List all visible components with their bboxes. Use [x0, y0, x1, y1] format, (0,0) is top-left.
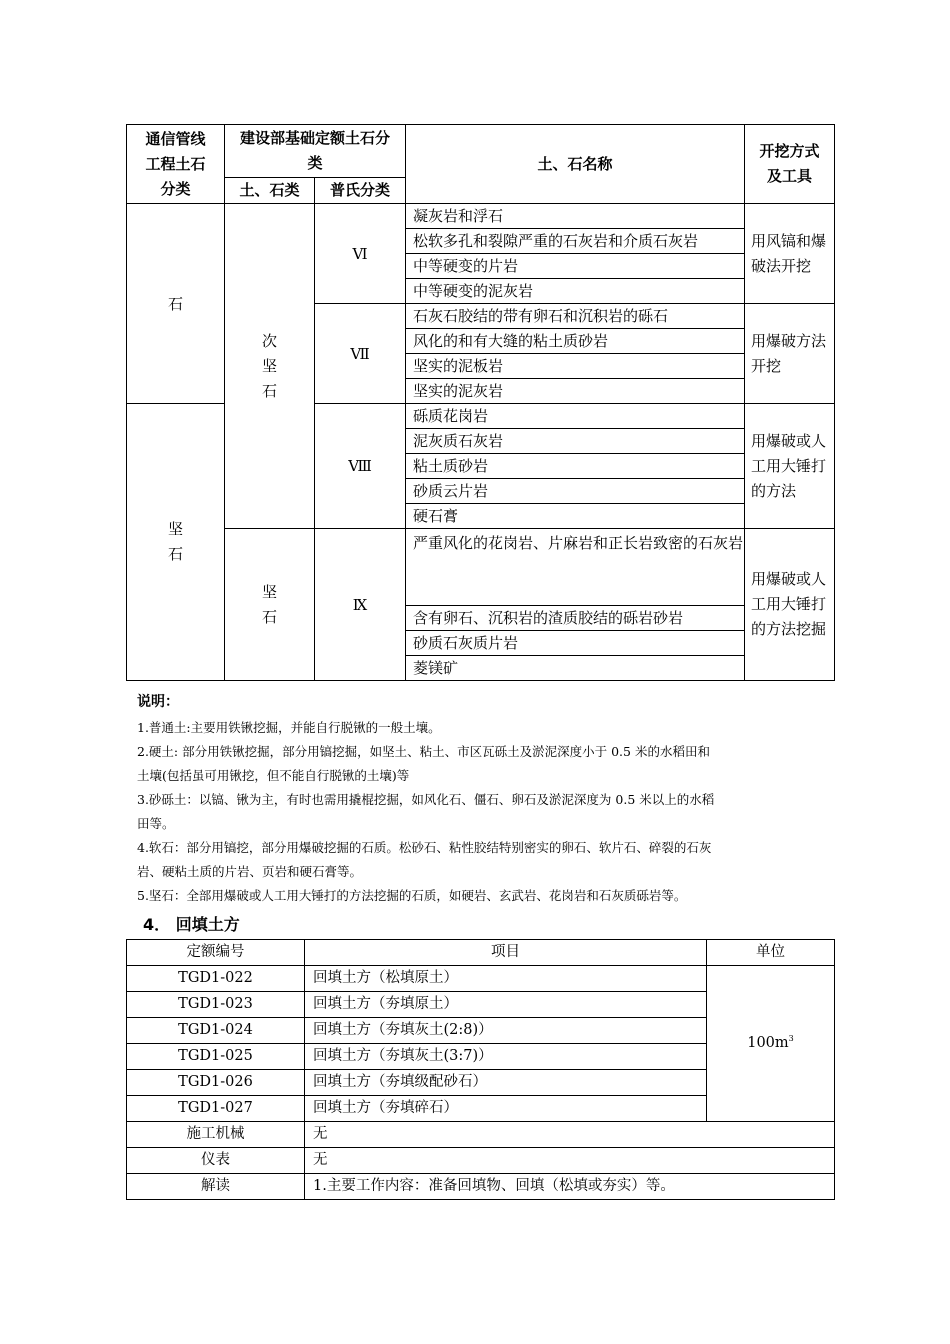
notes-title: 说明： — [137, 694, 179, 710]
rock-name: 砂质石灰质片岩 — [406, 631, 745, 656]
rock-name: 风化的和有大缝的粘土质砂岩 — [406, 329, 745, 354]
header-ministry-class: 建设部基础定额土石分类 — [225, 125, 406, 178]
grade-6: Ⅵ — [315, 204, 406, 304]
rock-name: 松软多孔和裂隙严重的石灰岩和介质石灰岩 — [406, 229, 745, 254]
header-protodyakonov-class: 普氏分类 — [315, 178, 406, 204]
excavation-method: 用风镐和爆破法开挖 — [745, 204, 835, 304]
telecom-class-jianshi: 坚 石 — [127, 404, 225, 681]
header-unit: 单位 — [707, 940, 835, 966]
rock-name: 坚实的泥灰岩 — [406, 379, 745, 404]
rock-name: 含有卵石、沉积岩的渣质胶结的砾岩砂岩 — [406, 606, 745, 631]
interpret-label: 解读 — [127, 1174, 305, 1200]
quota-item: 回填土方（松填原土） — [305, 966, 707, 992]
meter-value: 无 — [305, 1148, 835, 1174]
note-line: 5.坚石：全部用爆破或人工用大锤打的方法挖掘的石质，如硬岩、玄武岩、花岗岩和石灰质砾岩等。 — [137, 888, 687, 903]
quota-item: 回填土方（夯填原土） — [305, 992, 707, 1018]
rock-name: 粘土质砂岩 — [406, 454, 745, 479]
excavation-method: 用爆破方法开挖 — [745, 304, 835, 404]
note-line: 4.软石：部分用镐挖，部分用爆破挖掘的石质。松砂石、粘性胶结特别密实的卵石、软片石、碎裂的石灰 — [137, 840, 712, 855]
unit-cell: $100m^3$ — [707, 966, 835, 1122]
quota-item: 回填土方（夯填灰土(3:7)） — [305, 1044, 707, 1070]
rock-name: 严重风化的花岗岩、片麻岩和正长岩致密的石灰岩 — [406, 529, 745, 606]
rock-name: 凝灰岩和浮石 — [406, 204, 745, 229]
rock-name: 泥灰质石灰岩 — [406, 429, 745, 454]
header-item: 项目 — [305, 940, 707, 966]
header-excavation-method: 开挖方式 及工具 — [745, 125, 835, 204]
header-rock-name: 土、石名称 — [406, 125, 745, 204]
telecom-class-shi: 石 — [127, 204, 225, 404]
section-heading: 4． 回填土方 — [143, 915, 240, 934]
notes-section — [137, 692, 817, 908]
quota-item: 回填土方（夯填灰土(2:8)） — [305, 1018, 707, 1044]
quota-code: TGD1-023 — [127, 992, 305, 1018]
meter-label: 仪表 — [127, 1148, 305, 1174]
note-line: 3.砂砾土：以镐、锹为主，有时也需用撬棍挖掘，如风化石、僵石、卵石及淤泥深度为 0.5 米以上的水稻 — [137, 792, 715, 807]
machinery-value: 无 — [305, 1122, 835, 1148]
excavation-method: 用爆破或人工用大锤打的方法 — [745, 404, 835, 529]
grade-8: Ⅷ — [315, 404, 406, 529]
backfill-quota-table — [126, 939, 835, 1200]
grade-7: Ⅶ — [315, 304, 406, 404]
rock-class-jianshi: 坚 石 — [225, 529, 315, 681]
rock-name: 砾质花岗岩 — [406, 404, 745, 429]
quota-code: TGD1-025 — [127, 1044, 305, 1070]
quota-item: 回填土方（夯填级配砂石） — [305, 1070, 707, 1096]
grade-9: Ⅸ — [315, 529, 406, 681]
quota-code: TGD1-027 — [127, 1096, 305, 1122]
rock-name: 砂质云片岩 — [406, 479, 745, 504]
header-rock-type: 土、石类 — [225, 178, 315, 204]
rock-name: 中等硬变的片岩 — [406, 254, 745, 279]
excavation-method: 用爆破或人工用大锤打的方法挖掘 — [745, 529, 835, 681]
rock-class-cijianshi: 次 坚 石 — [225, 204, 315, 529]
rock-name: 中等硬变的泥灰岩 — [406, 279, 745, 304]
rock-name: 石灰石胶结的带有卵石和沉积岩的砾石 — [406, 304, 745, 329]
quota-code: TGD1-026 — [127, 1070, 305, 1096]
note-line: 田等。 — [137, 816, 175, 831]
header-quota-code: 定额编号 — [127, 940, 305, 966]
quota-code: TGD1-022 — [127, 966, 305, 992]
rock-classification-table — [126, 124, 835, 681]
rock-name: 坚实的泥板岩 — [406, 354, 745, 379]
note-line: 2.硬土: 部分用铁锹挖掘，部分用镐挖掘，如坚土、粘土、市区瓦砾土及淤泥深度小于 0.5 米的水稻田和 — [137, 744, 710, 759]
header-telecom-class: 通信管线 工程土石 分类 — [127, 125, 225, 204]
machinery-label: 施工机械 — [127, 1122, 305, 1148]
note-line: 1.普通土:主要用铁锹挖掘，并能自行脱锹的一般土壤。 — [137, 720, 441, 735]
note-line: 岩、硬粘土质的片岩、页岩和硬石膏等。 — [137, 864, 363, 879]
quota-item: 回填土方（夯填碎石） — [305, 1096, 707, 1122]
quota-code: TGD1-024 — [127, 1018, 305, 1044]
rock-name: 硬石膏 — [406, 504, 745, 529]
interpret-value: 1.主要工作内容：准备回填物、回填（松填或夯实）等。 — [305, 1174, 835, 1200]
note-line: 土壤(包括虽可用锹挖，但不能自行脱锹的土壤)等 — [137, 768, 410, 783]
rock-name: 菱镁矿 — [406, 656, 745, 681]
